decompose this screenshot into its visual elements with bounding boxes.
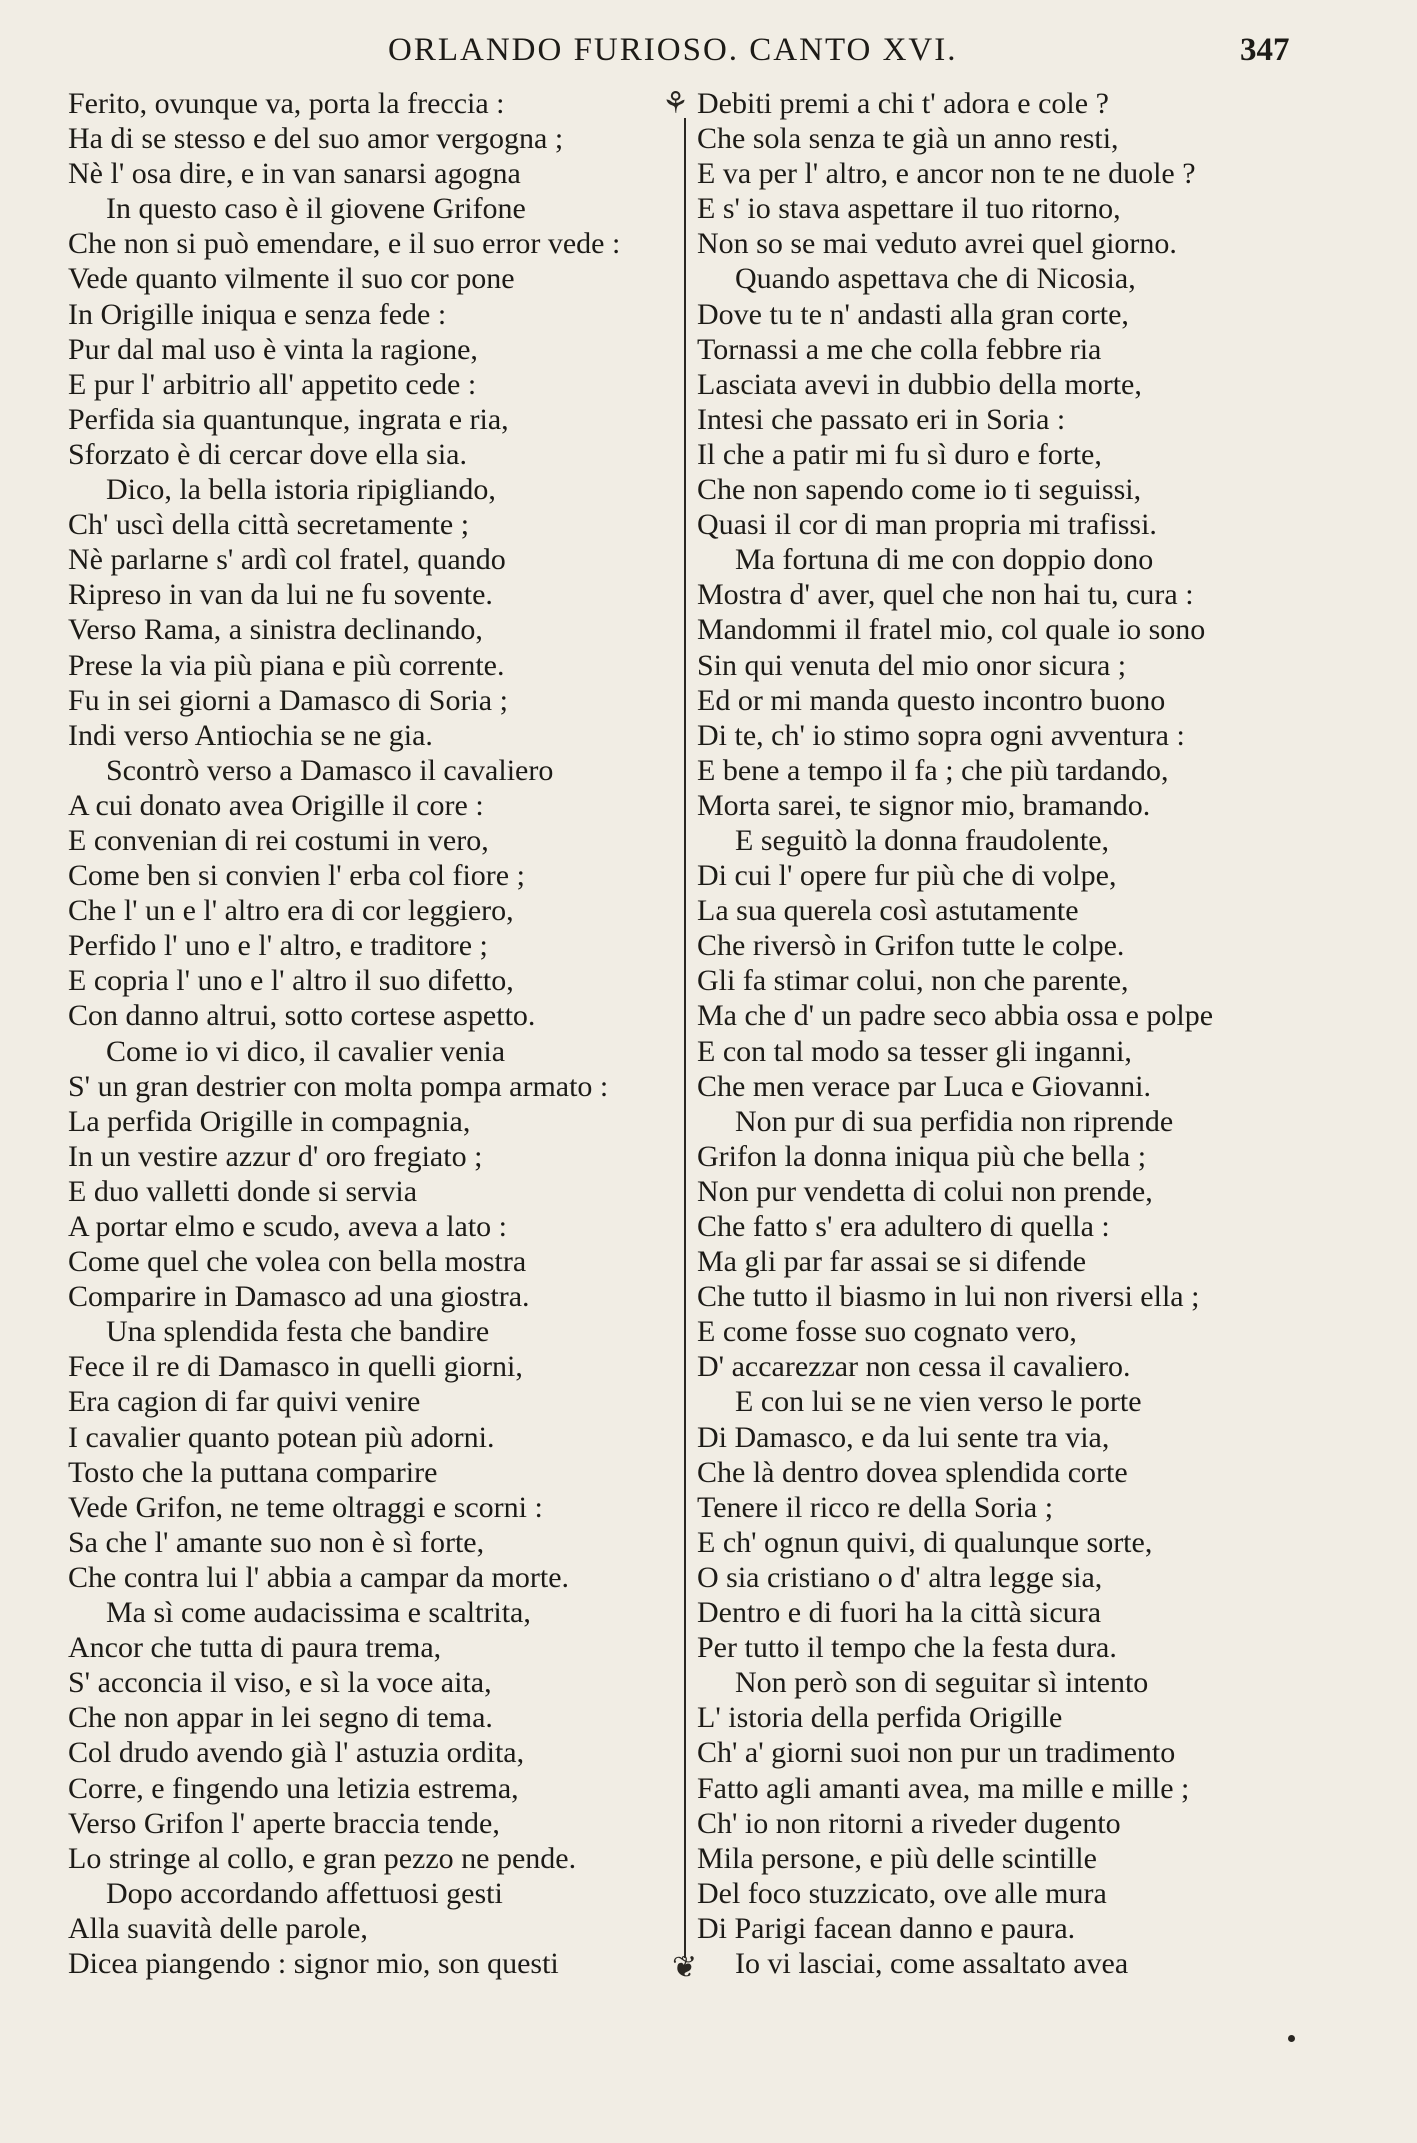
verse-line: Del foco stuzzicato, ove alle mura [697, 1876, 1107, 1910]
verse-line: Mila persone, e più delle scintille [697, 1841, 1097, 1875]
verse-line: In un vestire azzur d' oro fregiato ; [68, 1139, 483, 1173]
verse-line: Ch' io non ritorni a riveder dugento [697, 1806, 1121, 1840]
verse-line: Come io vi dico, il cavalier venia [106, 1034, 506, 1068]
verse-line: Vede Grifon, ne teme oltraggi e scorni : [68, 1490, 543, 1524]
verse-line: E s' io stava aspettare il tuo ritorno, [697, 192, 1121, 226]
verse-line: Vede quanto vilmente il suo cor pone [68, 262, 515, 296]
verse-line: A portar elmo e scudo, aveva a lato : [68, 1210, 508, 1243]
verse-line: E come fosse suo cognato vero, [697, 1315, 1077, 1349]
verse-line: Di Parigi facean danno e paura. [697, 1911, 1076, 1945]
verse-line: Non però son di seguitar sì intento [735, 1666, 1149, 1700]
page-header [0, 32, 1417, 72]
left-text-column [68, 86, 678, 1981]
verse-line: Perfida sia quantunque, ingrata e ria, [68, 402, 509, 436]
verse-line: Ma sì come audacissima e scaltrita, [106, 1596, 531, 1630]
verse-line: Non so se mai veduto avrei quel giorno. [697, 227, 1177, 261]
verse-line: In Origille iniqua e senza fede : [68, 297, 447, 331]
verse-line: Era cagion di far quivi venire [68, 1385, 421, 1419]
right-text-column [697, 86, 1322, 1981]
verse-line: Ancor che tutta di paura trema, [68, 1631, 442, 1665]
verse-line: Verso Grifon l' aperte braccia tende, [68, 1806, 500, 1840]
verse-line: Nè l' osa dire, e in van sanarsi agogna [68, 157, 521, 191]
verse-line: Ma che d' un padre seco abbia ossa e polpe [697, 999, 1214, 1033]
verse-line: Fece il re di Damasco in quelli giorni, [68, 1350, 523, 1384]
verse-line: E ch' ognun quivi, di qualunque sorte, [697, 1525, 1153, 1559]
verse-line: Che non sapendo come io ti seguissi, [697, 473, 1142, 507]
verse-line: Tenere il ricco re della Soria ; [697, 1490, 1054, 1524]
verse-line: Che tutto il biasmo in lui non riversi ella ; [697, 1280, 1200, 1314]
verse-line: Ha di se stesso e del suo amor vergogna ; [68, 122, 564, 156]
verse-line: Dove tu te n' andasti alla gran corte, [697, 297, 1129, 331]
verse-line: Che sola senza te già un anno resti, [697, 122, 1119, 156]
verse-line: Alla suavità delle parole, [68, 1911, 368, 1945]
verse-line: Morta sarei, te signor mio, bramando. [697, 788, 1151, 822]
verse-line: E con tal modo sa tesser gli inganni, [697, 1034, 1132, 1068]
verse-line: Con danno altrui, sotto cortese aspetto. [68, 999, 536, 1033]
verse-line: Tornassi a me che colla febbre ria [697, 332, 1102, 366]
verse-line: Indi verso Antiochia se ne gia. [68, 718, 433, 752]
verse-line: Che riversò in Grifon tutte le colpe. [697, 929, 1125, 963]
verse-line: Come ben si convien l' erba col fiore ; [68, 859, 525, 893]
verse-line: Di cui l' opere fur più che di volpe, [697, 859, 1117, 893]
verse-line: E bene a tempo il fa ; che più tardando, [697, 753, 1169, 787]
verse-line: Che men verace par Luca e Giovanni. [697, 1069, 1151, 1103]
verse-line: Ch' uscì della città secretamente ; [68, 508, 470, 542]
verse-line: Perfido l' uno e l' altro, e traditore ; [68, 929, 488, 963]
verse-line: Non pur di sua perfidia non riprende [735, 1104, 1174, 1138]
verse-line: Prese la via più piana e più corrente. [68, 648, 505, 682]
verse-line: Che l' un e l' altro era di cor leggiero, [68, 894, 514, 928]
verse-line: Ed or mi manda questo incontro buono [697, 683, 1166, 717]
verse-line: Quando aspettava che di Nicosia, [735, 262, 1136, 296]
verse-line: E convenian di rei costumi in vero, [68, 823, 489, 857]
verse-line: D' accarezzar non cessa il cavaliero. [697, 1350, 1131, 1384]
verse-line: Sforzato è di cercar dove ella sia. [68, 437, 467, 471]
verse-line: L' istoria della perfida Origille [697, 1701, 1063, 1735]
verse-line: Non pur vendetta di colui non prende, [697, 1174, 1153, 1208]
verse-line: Io vi lasciai, come assaltato avea [735, 1946, 1129, 1980]
running-title: ORLANDO FURIOSO. CANTO XVI. [388, 32, 958, 68]
verse-line: Grifon la donna iniqua più che bella ; [697, 1139, 1147, 1173]
verse-line: E copria l' uno e l' altro il suo difetto, [68, 964, 514, 998]
verse-line: Dico, la bella istoria ripigliando, [106, 473, 496, 507]
verse-line: Il che a patir mi fu sì duro e forte, [697, 437, 1102, 471]
verse-line: Debiti premi a chi t' adora e cole ? [697, 87, 1109, 120]
verse-line: O sia cristiano o d' altra legge sia, [697, 1560, 1103, 1594]
verse-line: Dentro e di fuori ha la città sicura [697, 1596, 1102, 1630]
verse-line: Ferito, ovunque va, porta la freccia : [68, 87, 505, 120]
verse-line: Lasciata avevi in dubbio della morte, [697, 367, 1142, 401]
verse-line: Col drudo avendo già l' astuzia ordita, [68, 1736, 525, 1770]
verse-line: Corre, e fingendo una letizia estrema, [68, 1771, 519, 1805]
verse-line: Nè parlarne s' ardì col fratel, quando [68, 543, 506, 577]
verse-line: Comparire in Damasco ad una giostra. [68, 1280, 530, 1314]
verse-line: Mostra d' aver, quel che non hai tu, cura : [697, 578, 1194, 612]
verse-line: Per tutto il tempo che la festa dura. [697, 1631, 1117, 1665]
verse-line: Ma gli par far assai se si difende [697, 1245, 1087, 1279]
verse-line: Intesi che passato eri in Soria : [697, 402, 1066, 436]
verse-line: Dopo accordando affettuosi gesti [106, 1876, 503, 1910]
verse-line: S' acconcia il viso, e sì la voce aita, [68, 1666, 492, 1700]
verse-line: E seguitò la donna fraudolente, [735, 823, 1110, 857]
verse-line: E va per l' altro, e ancor non te ne duole ? [697, 157, 1196, 191]
verse-line: Dicea piangendo : signor mio, son questi [68, 1946, 559, 1980]
ornament-top-icon: ⚘ [662, 86, 689, 121]
verse-line: Scontrò verso a Damasco il cavaliero [106, 753, 554, 787]
verse-line: Di Damasco, e da lui sente tra via, [697, 1420, 1110, 1454]
verse-line: Che là dentro dovea splendida corte [697, 1455, 1128, 1489]
verse-line: Lo stringe al collo, e gran pezzo ne pende. [68, 1841, 577, 1875]
verse-line: E con lui se ne vien verso le porte [735, 1385, 1142, 1419]
verse-line: A cui donato avea Origille il core : [68, 788, 484, 822]
verse-line: E pur l' arbitrio all' appetito cede : [68, 367, 477, 401]
verse-line: S' un gran destrier con molta pompa armato : [68, 1069, 609, 1103]
verse-line: Pur dal mal uso è vinta la ragione, [68, 332, 478, 366]
verse-line: Ripreso in van da lui ne fu sovente. [68, 578, 493, 612]
column-divider [684, 118, 686, 1958]
ornament-bottom-icon: ❦ [672, 1950, 698, 1985]
verse-line: E duo valletti donde si servia [68, 1174, 418, 1208]
verse-line: La sua querela così astutamente [697, 894, 1079, 928]
verse-line: Una splendida festa che bandire [106, 1315, 490, 1349]
verse-line: Fatto agli amanti avea, ma mille e mille ; [697, 1771, 1190, 1805]
verse-line: Che non si può emendare, e il suo error vede : [68, 227, 621, 261]
ink-speck [1288, 2035, 1295, 2042]
verse-line: Che fatto s' era adultero di quella : [697, 1210, 1110, 1243]
verse-line: Ma fortuna di me con doppio dono [735, 543, 1154, 577]
verse-line: Di te, ch' io stimo sopra ogni avventura : [697, 718, 1185, 752]
verse-line: La perfida Origille in compagnia, [68, 1104, 471, 1138]
page-number: 347 [1240, 32, 1290, 68]
verse-line: Che non appar in lei segno di tema. [68, 1701, 493, 1735]
verse-line: Fu in sei giorni a Damasco di Soria ; [68, 683, 508, 717]
verse-line: Quasi il cor di man propria mi trafissi. [697, 508, 1157, 542]
verse-line: Mandommi il fratel mio, col quale io sono [697, 613, 1206, 647]
verse-line: Tosto che la puttana comparire [68, 1455, 438, 1489]
verse-line: Ch' a' giorni suoi non pur un tradimento [697, 1736, 1176, 1770]
verse-line: I cavalier quanto potean più adorni. [68, 1420, 495, 1454]
verse-line: Sin qui venuta del mio onor sicura ; [697, 648, 1127, 682]
verse-line: Sa che l' amante suo non è sì forte, [68, 1525, 485, 1559]
verse-line: In questo caso è il giovene Grifone [106, 192, 526, 226]
verse-line: Come quel che volea con bella mostra [68, 1245, 527, 1279]
verse-line: Gli fa stimar colui, non che parente, [697, 964, 1129, 998]
verse-line: Che contra lui l' abbia a campar da morte. [68, 1560, 570, 1594]
verse-line: Verso Rama, a sinistra declinando, [68, 613, 483, 647]
